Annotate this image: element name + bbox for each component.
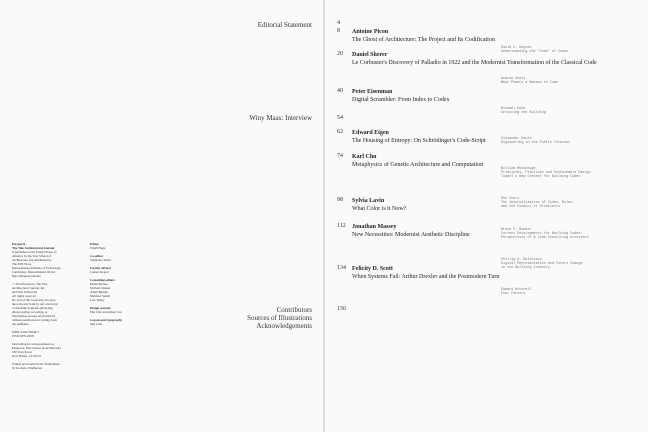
staff-role: Design concept [90,306,111,310]
margin-note: Alexander Davis Engineering in the Public Interest [501,137,571,146]
toc-page-number: 74 [337,153,343,159]
toc-entry [352,28,495,44]
toc-title: When Systems Fail: Arthur Drexler and the Postmodern Turn [352,274,500,280]
editorial-statement-label: Editorial Statement [257,21,312,29]
colophon-line: © 2014 Perspecta, The Yale Architectural Journal, Inc. and Yale University All rights reserved No part of this book may be repro- duced in any form by any electronic or mechanical means (including photocopying, recording, or information storage and retrieval) without permission in writing from the publisher. [12,282,59,326]
left-page [0,0,323,432]
colophon-line: Send editorial correspondence to: Perspecta, Yale School of Architecture 180 York Street New Haven, CT 06511 [12,342,62,358]
staff-role: Co-editor [90,254,104,258]
colophon [12,242,90,370]
staff-credits [90,242,150,330]
toc-author: Daniel Sherer [352,52,388,58]
sources-of-illustrations-label: Sources of Illustrations [247,314,312,322]
toc-page-number: 20 [337,51,343,57]
toc-title: Metaphysics of Genetic Architecture and Computation [352,162,484,168]
toc-entry [352,223,470,239]
staff-names: Mia Choi and Albert Lee [90,310,122,314]
margin-note: Ron Ivers The Internalization of Codes, Rules, and the Conduct of Architects [501,197,575,210]
colophon-line: The Yale Architectural Journal [12,246,55,250]
margin-note: Phillip G. Bernstein Digital Representation and Future Change in the Building Industry [501,258,583,271]
toc-entry [352,129,486,145]
toc-author: Peter Eisenman [352,89,393,95]
staff-role: Consulting editors [90,278,116,282]
toc-page-number: 4 [337,20,340,26]
margin-note: Andrew Goetz What Powers a Reason to Code [501,77,558,86]
margin-note: David G. Haynes Understanding the "Code" of Codes [501,46,569,55]
toc-page-number: 112 [337,223,346,229]
toc-title: The Housing of Entropy: On Schrödinger's Code-Script [352,138,486,144]
toc-entry [352,197,406,213]
acknowledgements-label: Acknowledgements [256,322,312,330]
contributors-label: Contributors [276,306,312,314]
staff-names: Rhoul Moneu Michael Osman Adam Baesky Matthew Seidel Lisa Tilney [90,282,111,302]
toc-title: What Color is it Now? [352,206,407,212]
margin-note: Bruce C. Bowser Current Developments for Building Codes: Perspectives of a Code-Consulting Architect [501,228,589,241]
toc-author: Jonathan Massey [352,224,397,230]
toc-entry [352,153,483,169]
toc-entry [352,265,499,281]
toc-entry [352,88,449,104]
staff-names: Stephanie Tuerk [90,258,111,262]
staff-role: Layout and typography [90,318,123,322]
colophon-line: Perspecta [12,242,26,246]
toc-author: Sylvia Lavin [352,198,385,204]
toc-author: Felicity D. Scott [352,266,393,272]
staff-names: Lauren Kogod [90,270,109,274]
staff-names: Elijah Huge [90,246,106,250]
toc-page-number: 156 [337,306,346,312]
toc-title: New Necessities: Modernist Aesthetic Discipline [352,232,470,238]
toc-author: Antoine Picon [352,29,389,35]
toc-author: Karl Chu [352,154,377,160]
toc-page-number: 54 [337,115,343,121]
toc-page-number: 62 [337,129,343,135]
colophon-line: Printed and bound in the Netherlands by Lecturis, Eindhoven [12,362,60,370]
toc-page-number: 40 [337,88,343,94]
staff-role: Editor [90,242,99,246]
colophon-line: ISBN 0-262-58349-7 ISSN 0079-0958 [12,330,40,338]
toc-page-number: 8 [337,28,340,34]
margin-note: William McDonough Principles, Practices and Sustainable Design - Toward a New Context for Building Codes [501,167,595,180]
toc-author: Edward Eigen [352,130,389,136]
toc-page-number: 98 [337,197,343,203]
colophon-line: is published in the United States of America by the Yale School of Architecture and distributed by The MIT Press Massachusetts Institute of Technology Cambridge, Massachusetts 02142 http://mitpress.mit.edu [12,250,61,278]
staff-role: Faculty advisor [90,266,112,270]
staff-names: Mia Choi [90,322,103,326]
toc-title: Le Corbusier's Discovery of Palladio in 1922 and the Modernist Transformation of the Classical Code [352,60,597,66]
toc-page-number: 134 [337,265,346,271]
margin-note: Michael Kubo Archiving the Building [501,107,546,116]
right-page [325,0,648,432]
margin-note: Edward Mitchell Four Factors [501,288,532,297]
toc-title: Digital Scrambler: From Index to Codex [352,97,450,103]
toc-title: The Ghost of Architecture: The Project and Its Codification [352,37,495,43]
winy-maas-interview-label: Winy Maas: Interview [249,114,312,122]
